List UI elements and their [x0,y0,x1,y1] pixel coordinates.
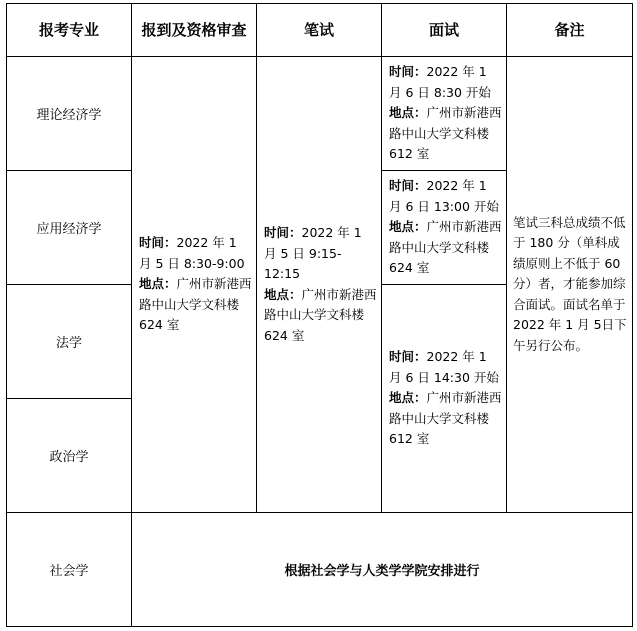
registration-cell [132,57,257,513]
remarks-cell: 笔试三科总成绩不低于 180 分（单科成绩原则上不低于 60 分）者，才能参加综合面试。面试名单于 2022 年 1 月 5日下午另行公布。 [507,57,633,513]
time-label: 时间： [264,225,302,240]
time-label: 时间： [389,349,427,365]
interview-cell [382,285,507,513]
registration-place: 广州市新港西路中山大学文科楼 624 室 [139,276,252,333]
header-interview: 面试 [382,4,507,57]
time-label: 时间： [389,64,427,80]
interview-time: 2022 年 1 月 6 日 8:30 开始 [389,64,491,100]
registration-time: 2022 年 1 月 5 日 8:30-9:00 [139,235,245,271]
header-written: 笔试 [257,4,382,57]
interview-cell [382,171,507,285]
header-row [7,4,633,57]
written-place: 广州市新港西路中山大学文科楼 624 室 [264,286,377,343]
major-cell: 法学 [7,285,132,399]
header-registration: 报到及资格审查 [132,4,257,57]
interview-place: 广州市新港西路中山大学文科楼 612 室 [389,390,502,447]
interview-place: 广州市新港西路中山大学文科楼 612 室 [389,105,502,162]
header-remarks: 备注 [507,4,633,57]
place-label: 地点： [264,286,302,302]
place-label: 地点： [389,390,427,406]
interview-time: 2022 年 1 月 6 日 14:30 开始 [389,349,499,385]
table-row [7,57,633,171]
sociology-note: 根据社会学与人类学学院安排进行 [132,513,633,627]
place-label: 地点： [389,105,427,121]
place-label: 地点： [139,276,177,292]
written-time: 2022 年 1 月 5 日 9:15-12:15 [264,225,362,281]
place-label: 地点： [389,219,427,235]
interview-time: 2022 年 1 月 6 日 13:00 开始 [389,178,499,214]
major-cell: 政治学 [7,399,132,513]
time-label: 时间： [389,178,427,194]
exam-schedule-table [6,3,633,627]
major-cell: 应用经济学 [7,171,132,285]
interview-place: 广州市新港西路中山大学文科楼 624 室 [389,219,502,276]
major-cell: 社会学 [7,513,132,627]
written-exam-cell [257,57,382,513]
header-major: 报考专业 [7,4,132,57]
table-row [7,513,633,627]
major-cell: 理论经济学 [7,57,132,171]
interview-cell [382,57,507,171]
time-label: 时间： [139,235,177,251]
